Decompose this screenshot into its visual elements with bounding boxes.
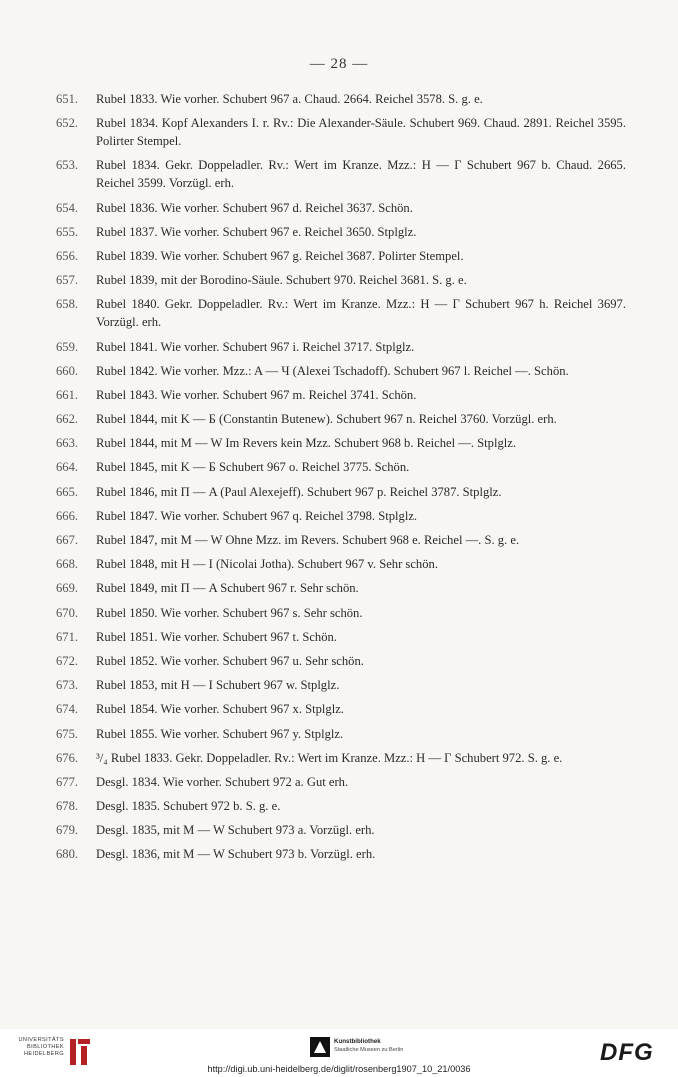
entry-text: Rubel 1847, mit M — W Ohne Mzz. im Revers. Schubert 968 e. Reichel —. S. g. e. — [96, 533, 520, 547]
catalog-entry — [56, 247, 626, 265]
catalog-entry — [56, 458, 626, 476]
entry-number: 677. — [56, 774, 79, 789]
entry-number: 675. — [56, 726, 79, 741]
kunstbibliothek-logo[interactable] — [310, 1037, 430, 1061]
catalog-entry — [56, 507, 626, 525]
catalog-entry — [56, 531, 626, 549]
entry-text: Rubel 1836. Wie vorher. Schubert 967 d. Reichel 3637. Schön. — [96, 200, 413, 215]
entry-number: 666. — [56, 508, 79, 523]
entry-text: Desgl. 1835. Schubert 972 b. S. g. e. — [96, 799, 281, 814]
university-library-logo-text: UNIVERSITÄTS BIBLIOTHEK HEIDELBERG — [18, 1037, 64, 1057]
catalog-entry — [56, 362, 626, 380]
catalog-entry — [56, 604, 626, 622]
catalog-entry — [56, 676, 626, 694]
catalog-entry — [56, 223, 626, 241]
catalog-entry — [56, 628, 626, 646]
catalog-entry — [56, 156, 626, 192]
entry-text: Rubel 1843. Wie vorher. Schubert 967 m. Reichel 3741. Schön. — [96, 387, 417, 402]
entry-number: 671. — [56, 629, 79, 644]
catalog-entry — [56, 410, 626, 428]
entry-number: 670. — [56, 605, 79, 620]
university-library-emblem-icon — [68, 1037, 92, 1067]
catalog-entry — [56, 725, 626, 743]
entry-text: Rubel 1854. Wie vorher. Schubert 967 x. Stplglz. — [96, 702, 344, 717]
entry-text: Rubel 1834. Gekr. Doppeladler. Rv.: Wert im Kranze. Mzz.: H — Г Schubert 967 b. Chaud. 2665. Reichel 3599. Vorzügl. erh. — [96, 158, 626, 191]
catalog-entry — [56, 199, 626, 217]
entry-number: 655. — [56, 224, 79, 239]
entry-number: 680. — [56, 847, 79, 862]
catalog-entry — [56, 386, 626, 404]
entry-text: Desgl. 1834. Wie vorher. Schubert 972 a. Gut erh. — [96, 774, 349, 789]
catalog-entry — [56, 700, 626, 718]
entry-text: Rubel 1833. Wie vorher. Schubert 967 a. Chaud. 2664. Reichel 3578. S. g. e. — [96, 92, 483, 106]
entry-text: Rubel 1847. Wie vorher. Schubert 967 q. Reichel 3798. Stplglz. — [96, 508, 418, 523]
source-url-link[interactable]: http://digi.ub.uni-heidelberg.de/diglit/rosenberg1907_10_21/0036 — [207, 1064, 471, 1074]
catalog-entry — [56, 295, 626, 331]
entry-text: Rubel 1851. Wie vorher. Schubert 967 t. Schön. — [96, 629, 337, 644]
entry-text: Rubel 1841. Wie vorher. Schubert 967 i. Reichel 3717. Stplglz. — [96, 339, 415, 354]
entry-number: 676. — [56, 750, 79, 765]
kunstbibliothek-title: Kunstbibliothek — [334, 1038, 381, 1045]
entry-text: Desgl. 1835, mit M — W Schubert 973 a. Vorzügl. erh. — [96, 823, 375, 838]
catalog-entry — [56, 434, 626, 452]
entry-number: 673. — [56, 678, 79, 693]
entry-number: 657. — [56, 273, 79, 288]
catalog-entry — [56, 773, 626, 791]
catalog-entry — [56, 749, 626, 767]
catalog-entry — [56, 821, 626, 839]
entry-number: 669. — [56, 581, 79, 596]
entry-number: 674. — [56, 702, 79, 717]
catalog-entries — [56, 90, 626, 870]
entry-text: Rubel 1848, mit H — I (Nicolai Jotha). Schubert 967 v. Sehr schön. — [96, 557, 438, 572]
entry-number: 668. — [56, 557, 79, 572]
entry-number: 654. — [56, 200, 79, 215]
catalog-entry — [56, 797, 626, 815]
entry-text: Rubel 1839. Wie vorher. Schubert 967 g. Reichel 3687. Polirter Stempel. — [96, 248, 464, 263]
entry-number: 678. — [56, 799, 79, 814]
entry-text: Rubel 1850. Wie vorher. Schubert 967 s. Sehr schön. — [96, 605, 363, 620]
entry-number: 665. — [56, 484, 79, 499]
entry-text: Rubel 1834. Kopf Alexanders I. r. Rv.: Die Alexander-Säule. Schubert 969. Chaud. 2891. Reichel 3595. Polirter Stempel. — [96, 116, 626, 149]
entry-text: Rubel 1853, mit H — I Schubert 967 w. Stplglz. — [96, 678, 340, 693]
catalog-entry — [56, 114, 626, 150]
catalog-entry — [56, 483, 626, 501]
page-number: — 28 — — [309, 56, 369, 72]
catalog-entry — [56, 579, 626, 597]
catalog-entry — [56, 90, 626, 108]
entry-text: ³/₄ Rubel 1833. Gekr. Doppeladler. Rv.: Wert im Kranze. Mzz.: H — Г Schubert 972. S. g. e. — [96, 750, 563, 765]
catalog-entry — [56, 555, 626, 573]
catalog-entry — [56, 652, 626, 670]
dfg-logo[interactable]: DFG — [600, 1039, 654, 1066]
kunstbibliothek-emblem-icon — [310, 1037, 330, 1057]
entry-number: 651. — [56, 92, 79, 106]
entry-text: Desgl. 1836, mit M — W Schubert 973 b. Vorzügl. erh. — [96, 847, 376, 862]
entry-text: Rubel 1849, mit П — A Schubert 967 r. Sehr schön. — [96, 581, 359, 596]
entry-text: Rubel 1837. Wie vorher. Schubert 967 e. Reichel 3650. Stplglz. — [96, 224, 417, 239]
entry-number: 672. — [56, 653, 79, 668]
entry-number: 656. — [56, 248, 79, 263]
entry-text: Rubel 1844, mit M — W Im Revers kein Mzz. Schubert 968 b. Reichel —. Stplglz. — [96, 436, 516, 451]
entry-text: Rubel 1855. Wie vorher. Schubert 967 y. Stplglz. — [96, 726, 344, 741]
entry-number: 664. — [56, 460, 79, 475]
entry-number: 659. — [56, 339, 79, 354]
entry-text: Rubel 1844, mit K — Б (Constantin Butenew). Schubert 967 n. Reichel 3760. Vorzügl. erh. — [96, 412, 557, 427]
entry-text: Rubel 1842. Wie vorher. Mzz.: A — Ч (Alexei Tschadoff). Schubert 967 l. Reichel —. Schön. — [96, 363, 569, 378]
catalog-entry — [56, 271, 626, 289]
entry-text: Rubel 1839, mit der Borodino-Säule. Schubert 970. Reichel 3681. S. g. e. — [96, 273, 467, 288]
entry-number: 652. — [56, 116, 79, 131]
entry-number: 679. — [56, 823, 79, 838]
entry-text: Rubel 1840. Gekr. Doppeladler. Rv.: Wert im Kranze. Mzz.: H — Г Schubert 967 h. Reichel 3697. Vorzügl. erh. — [96, 297, 626, 330]
entry-number: 663. — [56, 436, 79, 451]
kunstbibliothek-subtitle: Staatliche Museen zu Berlin — [334, 1047, 404, 1053]
entry-number: 667. — [56, 533, 79, 547]
entry-number: 661. — [56, 387, 79, 402]
entry-text: Rubel 1845, mit K — Б Schubert 967 o. Reichel 3775. Schön. — [96, 460, 410, 475]
entry-number: 653. — [56, 158, 79, 173]
entry-number: 662. — [56, 412, 79, 427]
catalog-entry — [56, 845, 626, 863]
entry-text: Rubel 1846, mit П — A (Paul Alexejeff). Schubert 967 p. Reichel 3787. Stplglz. — [96, 484, 502, 499]
catalog-entry — [56, 338, 626, 356]
entry-number: 660. — [56, 363, 79, 378]
entry-number: 658. — [56, 297, 79, 312]
entry-text: Rubel 1852. Wie vorher. Schubert 967 u. Sehr schön. — [96, 653, 364, 668]
